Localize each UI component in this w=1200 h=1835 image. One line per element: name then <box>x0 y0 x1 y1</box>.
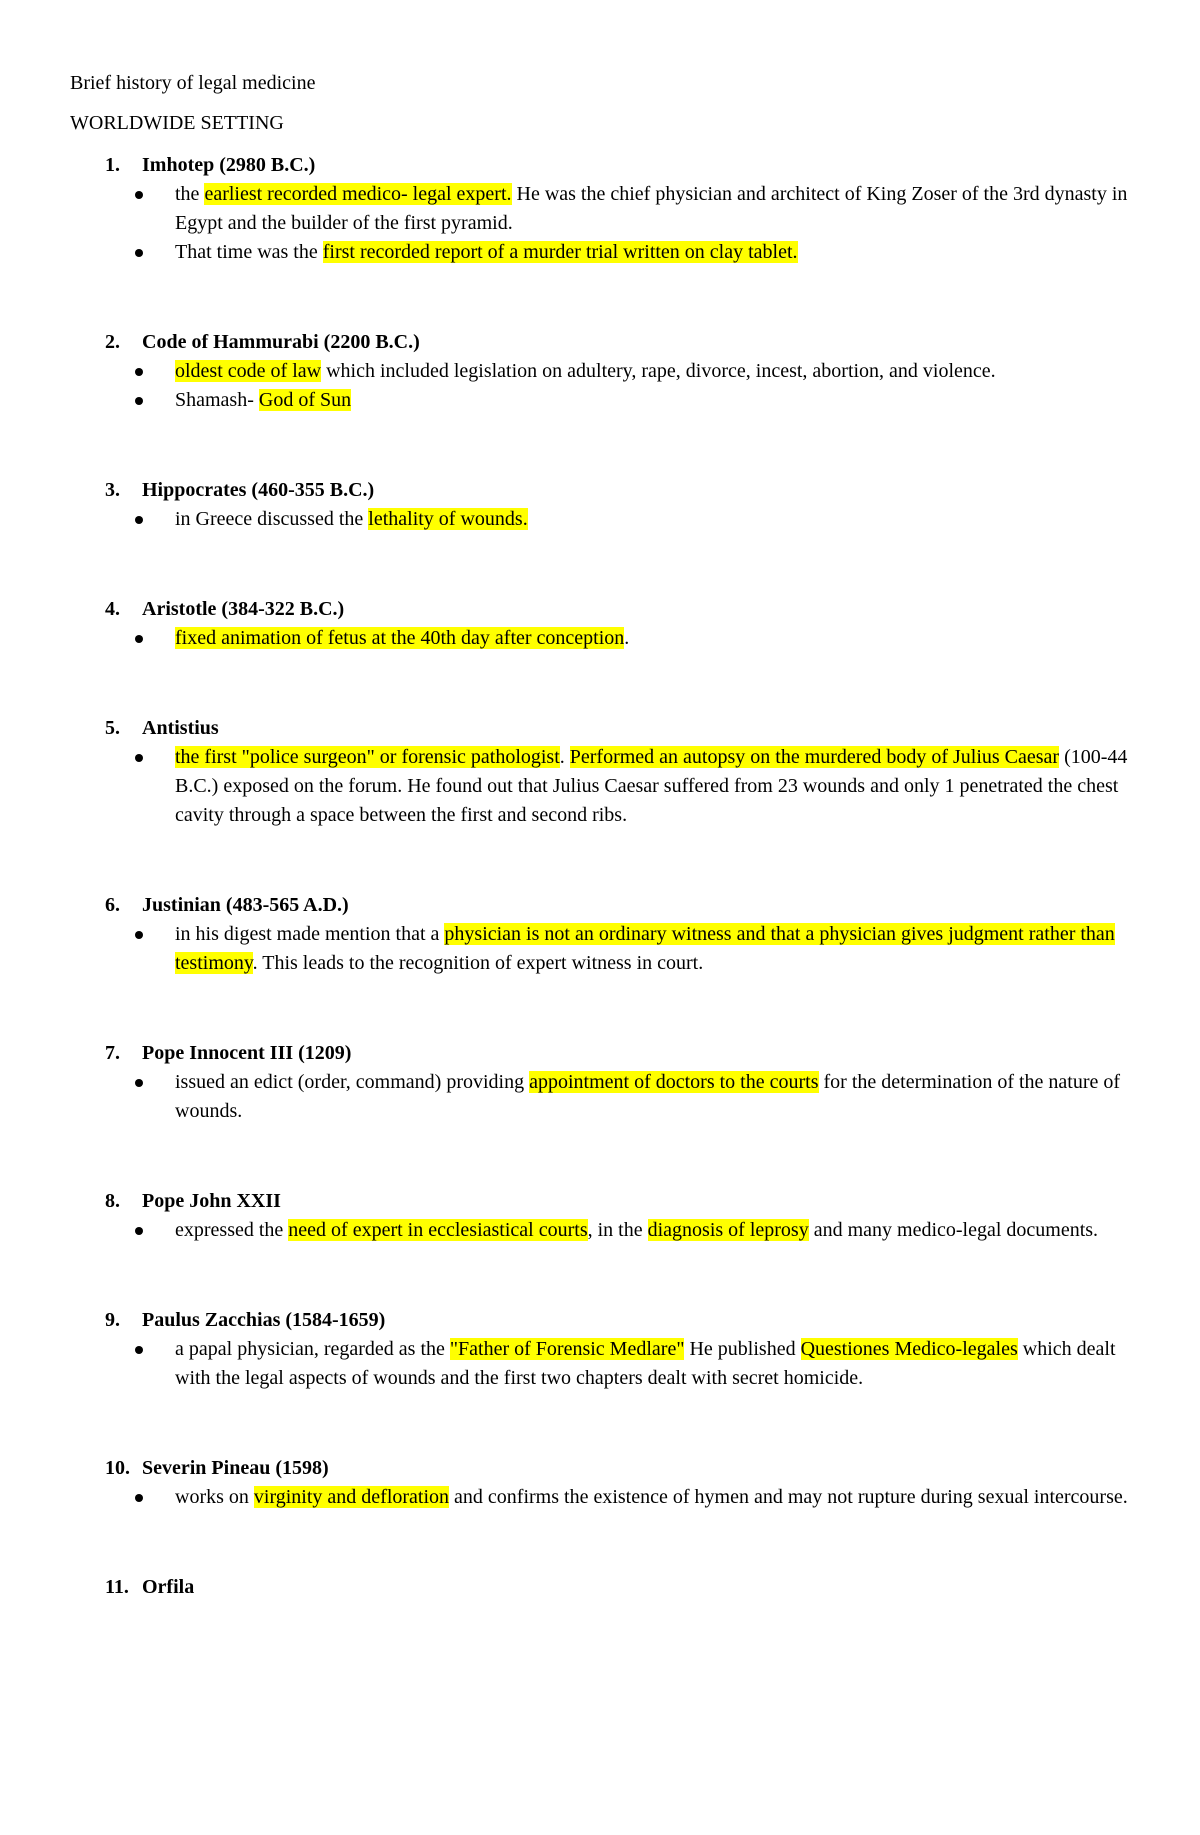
entry-spacer <box>70 1512 1130 1572</box>
entry-item <box>70 1453 1130 1512</box>
highlighted-text: Performed an autopsy on the murdered body of Julius Caesar <box>569 746 1060 768</box>
document-page <box>70 70 1130 1602</box>
entry-title: Justinian (483-565 A.D.) <box>142 894 349 916</box>
entry-title: Antistius <box>142 717 219 739</box>
entry-item <box>70 1572 1130 1602</box>
bullet-item <box>70 386 1130 415</box>
entry-spacer <box>70 1126 1130 1186</box>
entry-bullets <box>70 180 1130 267</box>
entry-title: Code of Hammurabi (2200 B.C.) <box>142 331 420 353</box>
entry-bullets <box>70 1216 1130 1245</box>
entry-spacer <box>70 1393 1130 1453</box>
entry-number: 1. <box>105 154 120 176</box>
entry-title: Imhotep (2980 B.C.) <box>142 154 316 176</box>
history-entries-list <box>70 150 1130 1602</box>
bullet-item <box>70 743 1130 830</box>
entry-title: Orfila <box>142 1576 195 1598</box>
entry-heading <box>70 713 1130 743</box>
entry-item <box>70 150 1130 267</box>
body-text: a papal physician, regarded as the <box>175 1338 450 1360</box>
body-text: . This leads to the recognition of expert witness in court. <box>252 952 704 974</box>
entry-item <box>70 594 1130 653</box>
body-text: which included legislation on adultery, rape, divorce, incest, abortion, and violence. <box>321 360 996 382</box>
entry-number: 6. <box>105 894 120 916</box>
highlighted-text: first recorded report of a murder trial written on clay tablet. <box>322 241 798 263</box>
highlighted-text: oldest code of law <box>175 360 322 382</box>
entry-item <box>70 1038 1130 1126</box>
entry-bullets <box>70 1068 1130 1126</box>
body-text: works on <box>175 1486 254 1508</box>
bullet-item <box>70 920 1130 978</box>
entry-item <box>70 890 1130 978</box>
highlighted-text: Questiones Medico-legales <box>800 1338 1018 1360</box>
entry-spacer <box>70 653 1130 713</box>
document-title: Brief history of legal medicine <box>70 72 316 94</box>
bullet-item <box>70 1216 1130 1245</box>
entry-title: Hippocrates (460-355 B.C.) <box>142 479 375 501</box>
highlighted-text: diagnosis of leprosy <box>647 1219 809 1241</box>
entry-title: Pope Innocent III (1209) <box>142 1042 352 1064</box>
body-text: and many medico-legal documents. <box>808 1219 1099 1241</box>
entry-bullets <box>70 505 1130 534</box>
entry-number: 2. <box>105 331 120 353</box>
entry-heading <box>70 1572 1130 1602</box>
entry-bullets <box>70 920 1130 978</box>
body-text: Shamash- <box>175 389 259 411</box>
bullet-item <box>70 238 1130 267</box>
entry-title: Paulus Zacchias (1584-1659) <box>142 1309 386 1331</box>
entry-heading <box>70 1186 1130 1216</box>
body-text: He published <box>684 1338 801 1360</box>
highlighted-text: virginity and defloration <box>253 1486 450 1508</box>
body-text: issued an edict (order, command) providing <box>175 1071 530 1093</box>
highlighted-text: God of Sun <box>258 389 352 411</box>
entry-spacer <box>70 1245 1130 1305</box>
entry-item <box>70 1186 1130 1245</box>
highlighted-text: fixed animation of fetus at the 40th day after conception <box>175 627 625 649</box>
entry-bullets <box>70 1335 1130 1393</box>
bullet-item <box>70 1335 1130 1393</box>
body-text: in his digest made mention that a <box>175 923 445 945</box>
entry-number: 4. <box>105 598 120 620</box>
entry-heading <box>70 1453 1130 1483</box>
highlighted-text: appointment of doctors to the courts <box>529 1071 819 1093</box>
entry-heading <box>70 1305 1130 1335</box>
entry-item <box>70 475 1130 534</box>
highlighted-text: physician is not an ordinary witness and that a physician gives judgment rather than testimony <box>175 923 1115 974</box>
bullet-item <box>70 624 1130 653</box>
body-text: in Greece discussed the <box>175 508 369 530</box>
entry-number: 5. <box>105 717 120 739</box>
body-text: That time was the <box>175 241 323 263</box>
body-text: . <box>624 627 630 649</box>
entry-spacer <box>70 830 1130 890</box>
bullet-item <box>70 1483 1130 1512</box>
body-text: which dealt with the legal aspects of wounds and the first two chapters dealt with secret homicide. <box>175 1338 1116 1389</box>
entry-heading <box>70 1038 1130 1068</box>
highlighted-text: the first "police surgeon" or forensic pathologist <box>175 746 560 768</box>
bullet-item <box>70 505 1130 534</box>
body-text: . <box>559 746 570 768</box>
entry-number: 8. <box>105 1190 120 1212</box>
entry-heading <box>70 594 1130 624</box>
entry-number: 11. <box>105 1576 129 1598</box>
body-text: the <box>175 183 205 205</box>
body-text: He was the chief physician and architect of King Zoser of the 3rd dynasty in Egypt and the builder of the first pyramid. <box>175 183 1128 234</box>
entry-item <box>70 327 1130 415</box>
entry-title: Aristotle (384-322 B.C.) <box>142 598 345 620</box>
body-text: and confirms the existence of hymen and may not rupture during sexual intercourse. <box>449 1486 1128 1508</box>
highlighted-text: lethality of wounds. <box>368 508 528 530</box>
entry-spacer <box>70 415 1130 475</box>
section-heading: WORLDWIDE SETTING <box>70 112 284 134</box>
entry-heading <box>70 890 1130 920</box>
entry-spacer <box>70 267 1130 327</box>
body-text: (100-44 B.C.) exposed on the forum. He found out that Julius Caesar suffered from 23 wounds and only 1 penetrated the chest cavity through a space between the first and second ribs. <box>175 746 1128 826</box>
entry-item <box>70 1305 1130 1393</box>
body-text: for the determination of the nature of wounds. <box>175 1071 1121 1122</box>
entry-title: Severin Pineau (1598) <box>142 1457 329 1479</box>
entry-spacer <box>70 978 1130 1038</box>
entry-bullets <box>70 1483 1130 1512</box>
highlighted-text: "Father of Forensic Medlare" <box>449 1338 685 1360</box>
bullet-item <box>70 180 1130 238</box>
entry-bullets <box>70 743 1130 830</box>
body-text: , in the <box>587 1219 648 1241</box>
body-text: expressed the <box>175 1219 289 1241</box>
entry-number: 3. <box>105 479 120 501</box>
entry-title: Pope John XXII <box>142 1190 281 1212</box>
entry-heading <box>70 475 1130 505</box>
entry-number: 9. <box>105 1309 120 1331</box>
entry-spacer <box>70 534 1130 594</box>
entry-bullets <box>70 624 1130 653</box>
entry-number: 10. <box>105 1457 130 1479</box>
entry-bullets <box>70 357 1130 415</box>
highlighted-text: earliest recorded medico- legal expert. <box>204 183 512 205</box>
entry-item <box>70 713 1130 830</box>
highlighted-text: need of expert in ecclesiastical courts <box>288 1219 588 1241</box>
entry-heading <box>70 150 1130 180</box>
bullet-item <box>70 357 1130 386</box>
entry-heading <box>70 327 1130 357</box>
bullet-item <box>70 1068 1130 1126</box>
entry-number: 7. <box>105 1042 120 1064</box>
